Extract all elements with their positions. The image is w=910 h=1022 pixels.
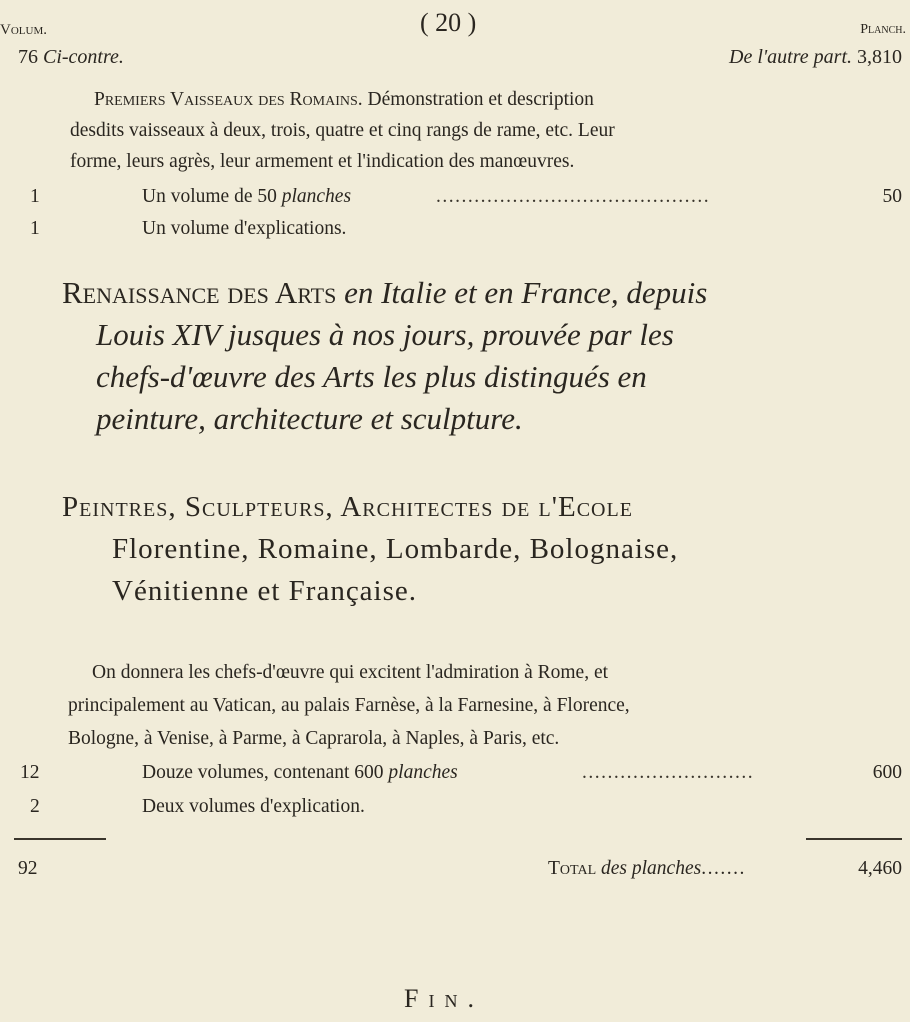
- carry-volumes-count: 76: [18, 46, 38, 68]
- entry-volumes: 1: [30, 218, 40, 239]
- entry-plates: 50: [882, 186, 902, 207]
- fin-mark: Fin.: [404, 984, 484, 1013]
- entry-description: [142, 186, 351, 208]
- entry-volumes: 1: [30, 186, 40, 207]
- entry-description-text: Un volume de 50: [142, 186, 282, 207]
- entry-description-italic: planches: [281, 186, 352, 207]
- section-painters-heading-line-2: Florentine, Romaine, Lombarde, Bolognaise,: [112, 533, 679, 565]
- section-renaissance-line-2: Louis XIV jusques à nos jours, prouvée par les: [96, 317, 674, 352]
- entry-description: Un volume d'explications.: [142, 218, 347, 239]
- section-renaissance-line-4: peinture, architecture et sculpture.: [96, 401, 523, 436]
- entry-roman-ships-plates: [0, 186, 910, 212]
- entry-volumes: 12: [20, 762, 40, 783]
- section-painters-paragraph-line-3: Bologne, à Venise, à Parme, à Caprarola, à Naples, à Paris, etc.: [68, 728, 560, 749]
- section-painters-heading-line-3: Vénitienne et Française.: [112, 575, 418, 607]
- carry-volumes-label: Ci-contre.: [43, 46, 124, 68]
- section-roman-ships-line-3: forme, leurs agrès, leur armement et l'indication des manœuvres.: [70, 151, 575, 172]
- total-label: [548, 858, 746, 880]
- section-renaissance-line-3: chefs-d'œuvre des Arts les plus distingués en: [96, 359, 647, 394]
- entry-painters-explanations: [0, 796, 910, 822]
- header-plates-label: Planch.: [860, 22, 906, 37]
- section-roman-ships-line-2: desdits vaisseaux à deux, trois, quatre et cinq rangs de rame, etc. Leur: [70, 120, 615, 141]
- section-roman-ships-heading: Premiers Vaisseaux des Romains.: [94, 89, 363, 110]
- entry-description-text: Douze volumes, contenant 600: [142, 762, 389, 783]
- carry-plates-label: De l'autre part.: [729, 46, 852, 68]
- section-painters-paragraph-line-1: On donnera les chefs-d'œuvre qui excitent l'admiration à Rome, et: [92, 662, 609, 683]
- entry-volumes: 2: [30, 796, 40, 817]
- section-renaissance-heading: Renaissance des Arts: [62, 275, 337, 310]
- section-renaissance: [62, 272, 852, 440]
- total-volumes: 92: [18, 858, 38, 879]
- entry-description: [142, 762, 458, 784]
- entry-painters-plates: [0, 762, 910, 788]
- entry-plates: 600: [872, 762, 902, 783]
- section-renaissance-line-1: [62, 272, 852, 314]
- section-roman-ships-line-1: [70, 84, 840, 115]
- section-painters-heading-line-1: Peintres, Sculpteurs, Architectes de l'Ecole: [62, 491, 633, 523]
- total-leader-dots: .......: [701, 858, 746, 879]
- header-volumes-label: Volum.: [0, 22, 47, 38]
- section-painters-paragraph-line-2: principalement au Vatican, au palais Farnèse, à la Farnesine, à Florence,: [68, 695, 630, 716]
- carry-volumes: [18, 46, 124, 69]
- page-number: ( 20 ): [420, 8, 477, 37]
- section-roman-ships: [70, 84, 840, 177]
- total-rule-left: [14, 838, 106, 840]
- carry-plates-count: 3,810: [857, 46, 902, 68]
- section-renaissance-line-1-rest: en Italie et en France, depuis: [336, 275, 708, 310]
- total-label-caps: Total: [548, 858, 597, 879]
- section-painters: [62, 486, 852, 612]
- entry-leader-dots: ...........................................: [436, 186, 711, 207]
- entry-leader-dots: ...........................: [582, 762, 755, 783]
- carry-plates: [729, 46, 902, 69]
- section-roman-ships-line-1-rest: Démonstration et description: [362, 89, 594, 110]
- entry-roman-ships-explanations: [0, 218, 910, 244]
- section-painters-paragraph: [68, 656, 848, 755]
- entry-description-italic: planches: [388, 762, 458, 783]
- total-row: [0, 858, 910, 884]
- total-plates: 4,460: [858, 858, 902, 879]
- total-label-italic: des planches: [596, 858, 702, 879]
- total-rule-right: [806, 838, 902, 840]
- entry-description: Deux volumes d'explication.: [142, 796, 365, 817]
